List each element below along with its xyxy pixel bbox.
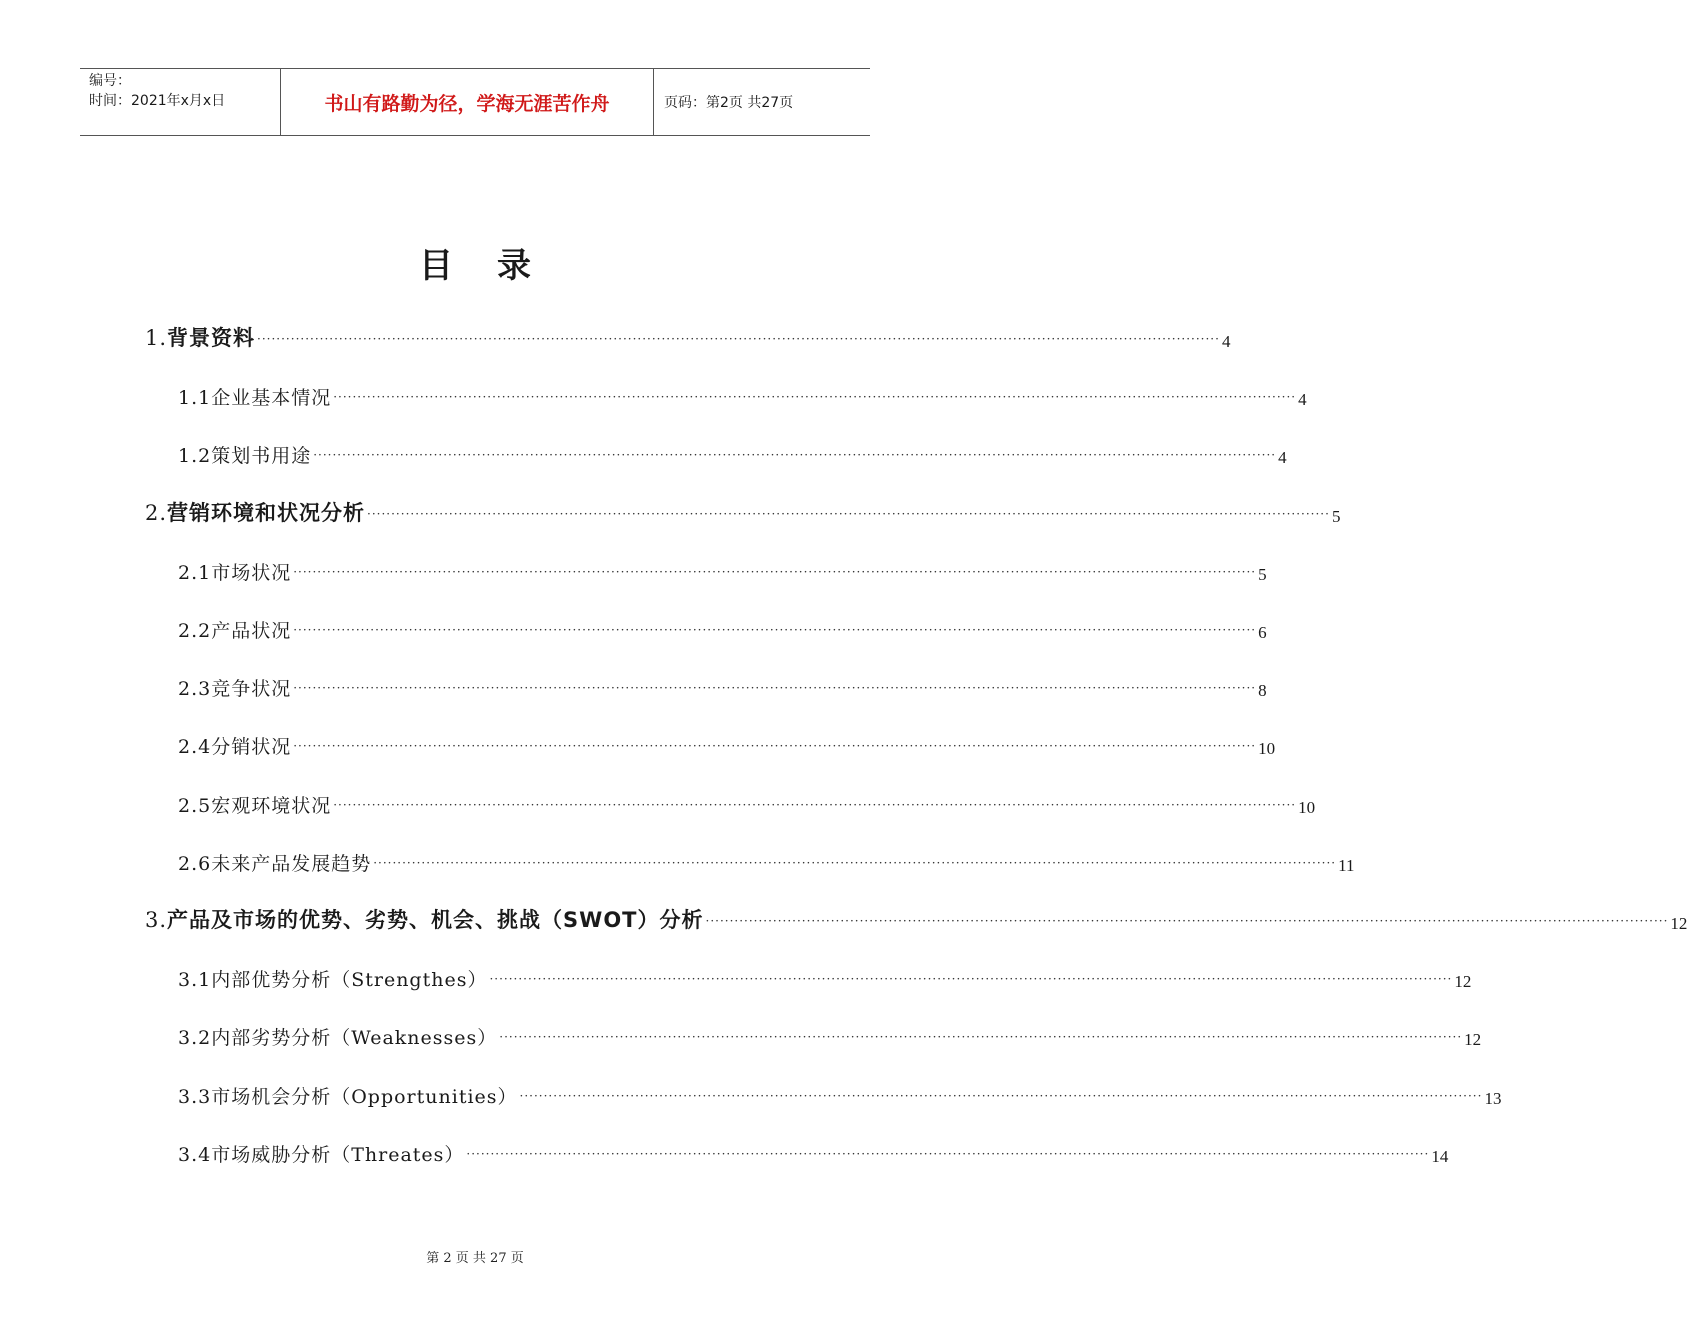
toc-entry-text: 产品状况 <box>211 620 292 642</box>
header-meta-cell <box>80 69 281 135</box>
toc-entry-page: 4 <box>1221 332 1231 351</box>
toc-entry-page: 12 <box>1464 1030 1482 1050</box>
toc-entry-number: 3. <box>145 908 168 932</box>
toc-entry-text: 背景资料 <box>167 326 256 350</box>
toc-entry[interactable] <box>178 964 1472 992</box>
toc-entry-text: 企业基本情况 <box>211 387 332 410</box>
toc-entry-text: 内部劣势分析（Weaknesses） <box>211 1027 498 1050</box>
toc-entry-number: 2.4 <box>178 736 212 759</box>
toc-leader-dots: ········································································································································································································ <box>333 797 1297 812</box>
toc-leader-dots: ········································································································································································································ <box>705 914 1669 928</box>
toc-entry-label <box>178 791 331 818</box>
toc-entry-number: 2.6 <box>178 852 212 875</box>
toc-entry-label <box>178 558 291 585</box>
toc-entry-text: 策划书用途 <box>211 445 312 468</box>
toc-entry-page: 6 <box>1258 623 1267 642</box>
toc-entry[interactable] <box>178 1081 1502 1109</box>
toc-entry-label <box>178 1023 497 1050</box>
toc-entry-number: 1. <box>145 326 168 350</box>
toc-entry-number: 3.1 <box>178 969 212 992</box>
toc-leader-dots: ········································································································································································································ <box>313 448 1277 463</box>
toc-entry-text: 营销环境和状况分析 <box>167 500 366 525</box>
toc-entry-page: 10 <box>1258 739 1276 759</box>
toc-entry-number: 3.3 <box>178 1085 212 1108</box>
toc-leader-dots: ········································································································································································································ <box>519 1088 1483 1103</box>
toc-entry-page: 8 <box>1258 681 1267 701</box>
toc-leader-dots: ········································································································································································································ <box>293 739 1257 754</box>
toc-entry[interactable] <box>178 440 1287 468</box>
toc-entry-text: 竞争状况 <box>211 678 292 701</box>
toc-entry-label <box>178 441 311 468</box>
toc-entry-number: 2.2 <box>178 620 212 642</box>
toc-entry-label <box>145 322 255 352</box>
header-motto: 书山有路勤为径，学海无涯苦作舟 <box>281 69 654 135</box>
toc-entry[interactable] <box>178 557 1267 585</box>
toc-entry-text: 分销状况 <box>211 736 292 759</box>
toc-entry-label <box>178 965 487 992</box>
toc-leader-dots: ········································································································································································································ <box>489 972 1453 987</box>
toc-entry-page: 5 <box>1331 506 1341 526</box>
toc-leader-dots: ········································································································································································································ <box>499 1030 1463 1045</box>
toc-entry-text: 产品及市场的优势、劣势、机会、挑战（SWOT）分析 <box>167 908 704 932</box>
toc-entry-label <box>178 674 291 701</box>
toc-title: 目录 <box>419 246 575 286</box>
header-page-info: 页码：第2页 共27页 <box>664 95 794 111</box>
toc-entry-text: 内部优势分析（Strengthes） <box>211 969 488 992</box>
toc-entry-page: 12 <box>1454 972 1472 992</box>
page-header-table <box>80 68 870 136</box>
toc-entry-page: 10 <box>1298 797 1316 817</box>
toc-entry-label <box>178 849 371 876</box>
toc-leader-dots: ········································································································································································································ <box>466 1146 1430 1161</box>
toc-entry-page: 5 <box>1258 564 1267 584</box>
toc-entry-page: 4 <box>1298 390 1307 410</box>
toc-entry[interactable] <box>178 848 1355 876</box>
toc-entry-label <box>178 1082 518 1109</box>
toc-entry-text: 市场威胁分析（Threates） <box>211 1143 465 1166</box>
toc-leader-dots: ········································································································································································································ <box>373 855 1337 870</box>
toc-leader-dots: ········································································································································································································ <box>293 623 1257 637</box>
header-number-label: 编号： <box>89 73 131 89</box>
toc-entry-number: 1.2 <box>178 445 212 468</box>
toc-entry[interactable] <box>145 324 1231 352</box>
toc-entry[interactable] <box>178 731 1276 759</box>
toc-entry[interactable] <box>178 615 1267 643</box>
toc-leader-dots: ········································································································································································································ <box>367 506 1330 521</box>
toc-leader-dots: ········································································································································································································ <box>293 564 1257 579</box>
toc-entry-page: 11 <box>1338 855 1355 875</box>
toc-entry-text: 宏观环境状况 <box>211 794 332 817</box>
toc-entry-label <box>145 497 365 527</box>
toc-entry-text: 未来产品发展趋势 <box>211 852 372 875</box>
toc-entry-number: 2.3 <box>178 678 212 701</box>
toc-entry-number: 3.4 <box>178 1143 212 1166</box>
toc-entry-label <box>178 1140 464 1167</box>
toc-entry[interactable] <box>178 1139 1449 1167</box>
page-footer: 第 2 页 共 27 页 <box>426 1251 524 1266</box>
toc-entry-page: 4 <box>1278 448 1287 468</box>
toc-entry-label <box>178 383 331 410</box>
toc-leader-dots: ········································································································································································································ <box>257 332 1220 346</box>
header-time-label: 时间：2021年x月x日 <box>89 93 226 109</box>
toc-entry-number: 2.5 <box>178 794 212 817</box>
toc-entry-page: 13 <box>1484 1088 1502 1108</box>
toc-entry-number: 3.2 <box>178 1027 212 1050</box>
toc-entry[interactable] <box>178 1022 1482 1050</box>
toc-entry-number: 1.1 <box>178 387 212 410</box>
toc-entry-text: 市场状况 <box>211 561 292 584</box>
toc-entry-number: 2.1 <box>178 561 212 584</box>
toc-entry[interactable] <box>145 499 1341 527</box>
toc-entry-text: 市场机会分析（Opportunities） <box>211 1085 518 1108</box>
toc-entry-page: 14 <box>1431 1146 1449 1166</box>
toc-entry-label <box>145 904 704 934</box>
toc-leader-dots: ········································································································································································································ <box>333 390 1297 405</box>
toc-entry-page: 12 <box>1670 914 1687 933</box>
toc-entry[interactable] <box>145 906 1687 934</box>
toc-leader-dots: ········································································································································································································ <box>293 681 1257 696</box>
toc-entry[interactable] <box>178 673 1267 701</box>
toc-entry-number: 2. <box>145 500 168 525</box>
toc-entry[interactable] <box>178 382 1307 410</box>
toc-entry-label <box>178 616 291 643</box>
toc-entry[interactable] <box>178 790 1316 818</box>
toc-entry-label <box>178 732 291 759</box>
